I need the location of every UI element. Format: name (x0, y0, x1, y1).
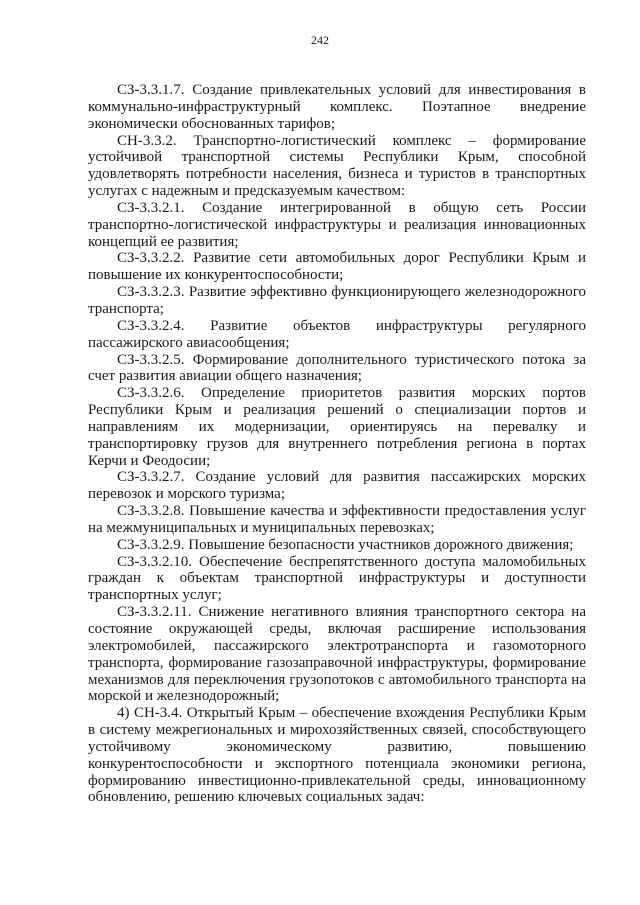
paragraph-sz-3-3-2-7: СЗ-3.3.2.7. Создание условий для развития пассажирских морских перевозок и морского туризма; (88, 469, 586, 503)
paragraph-sz-3-3-2-10: СЗ-3.3.2.10. Обеспечение беспрепятственного доступа маломобильных граждан к объектам транспортной инфраструктуры и доступности транспортных услуг; (88, 553, 586, 604)
paragraph-sz-3-3-2-1: СЗ-3.3.2.1. Создание интегрированной в общую сеть России транспортно-логистической инфраструктуры и реализация инновационных концепций ее развития; (88, 199, 586, 250)
paragraph-sz-3-3-2-4: СЗ-3.3.2.4. Развитие объектов инфраструктуры регулярного пассажирского авиасообщения; (88, 317, 586, 351)
paragraph-sz-3-3-2-8: СЗ-3.3.2.8. Повышение качества и эффективности предоставления услуг на межмуниципальных и муниципальных перевозках; (88, 503, 586, 536)
paragraph-sz-3-3-2-2: СЗ-3.3.2.2. Развитие сети автомобильных дорог Республики Крым и повышение их конкурентоспособности; (88, 250, 586, 284)
paragraph-sz-3-3-2-9: СЗ-3.3.2.9. Повышение безопасности участников дорожного движения; (117, 536, 574, 553)
paragraph-sz-3-3-2-3: СЗ-3.3.2.3. Развитие эффективно функционирующего железнодорожного транспорта; (88, 284, 586, 317)
paragraph-sz-3-3-2-5: СЗ-3.3.2.5. Формирование дополнительного туристического потока за счет развития авиации общего назначения; (88, 351, 586, 385)
paragraph-sz-3-3-1-7: СЗ-3.3.1.7. Создание привлекательных условий для инвестирования в коммунально-инфраструктурный комплекс. Поэтапное внедрение экономически обоснованных тарифов; (88, 82, 586, 132)
paragraph-sn-3-3-2: СН-3.3.2. Транспортно-логистический комплекс – формирование устойчивой транспортной системы Республики Крым, способной удовлетворять потребности населения, бизнеса и туристов в транспортных услугах с надежным и предсказуемым качеством: (88, 132, 586, 200)
document-body (88, 82, 586, 806)
paragraph-sz-3-3-2-6: СЗ-3.3.2.6. Определение приоритетов развития морских портов Республики Крым и реализация решений о специализации портов и направлениям их модернизации, ориентируясь на перевалку и транспортировку грузов для внутреннего потребления региона в портах Керчи и Феодосии; (88, 385, 586, 469)
page-number: 242 (311, 33, 329, 47)
paragraph-sz-3-3-2-11: СЗ-3.3.2.11. Снижение негативного влияния транспортного сектора на состояние окружающей среды, включая расширение использования электромобилей, пассажирского электротранспорта и газомоторного транспорта, формирование газозаправочной инфраструктуры, формирование механизмов для переключения грузопотоков с автомобильного транспорта на морской и железнодорожный; (88, 604, 586, 705)
paragraph-sn-3-4: 4) СН-3.4. Открытый Крым – обеспечение вхождения Республики Крым в систему межрегиональных и мирохозяйственных связей, способствующего устойчивому экономическому развитию, повышению конкурентоспособности и экспортного потенциала экономики региона, формированию инвестиционно-привлекательной среды, инновационному обновлению, решению ключевых социальных задач: (88, 705, 586, 806)
